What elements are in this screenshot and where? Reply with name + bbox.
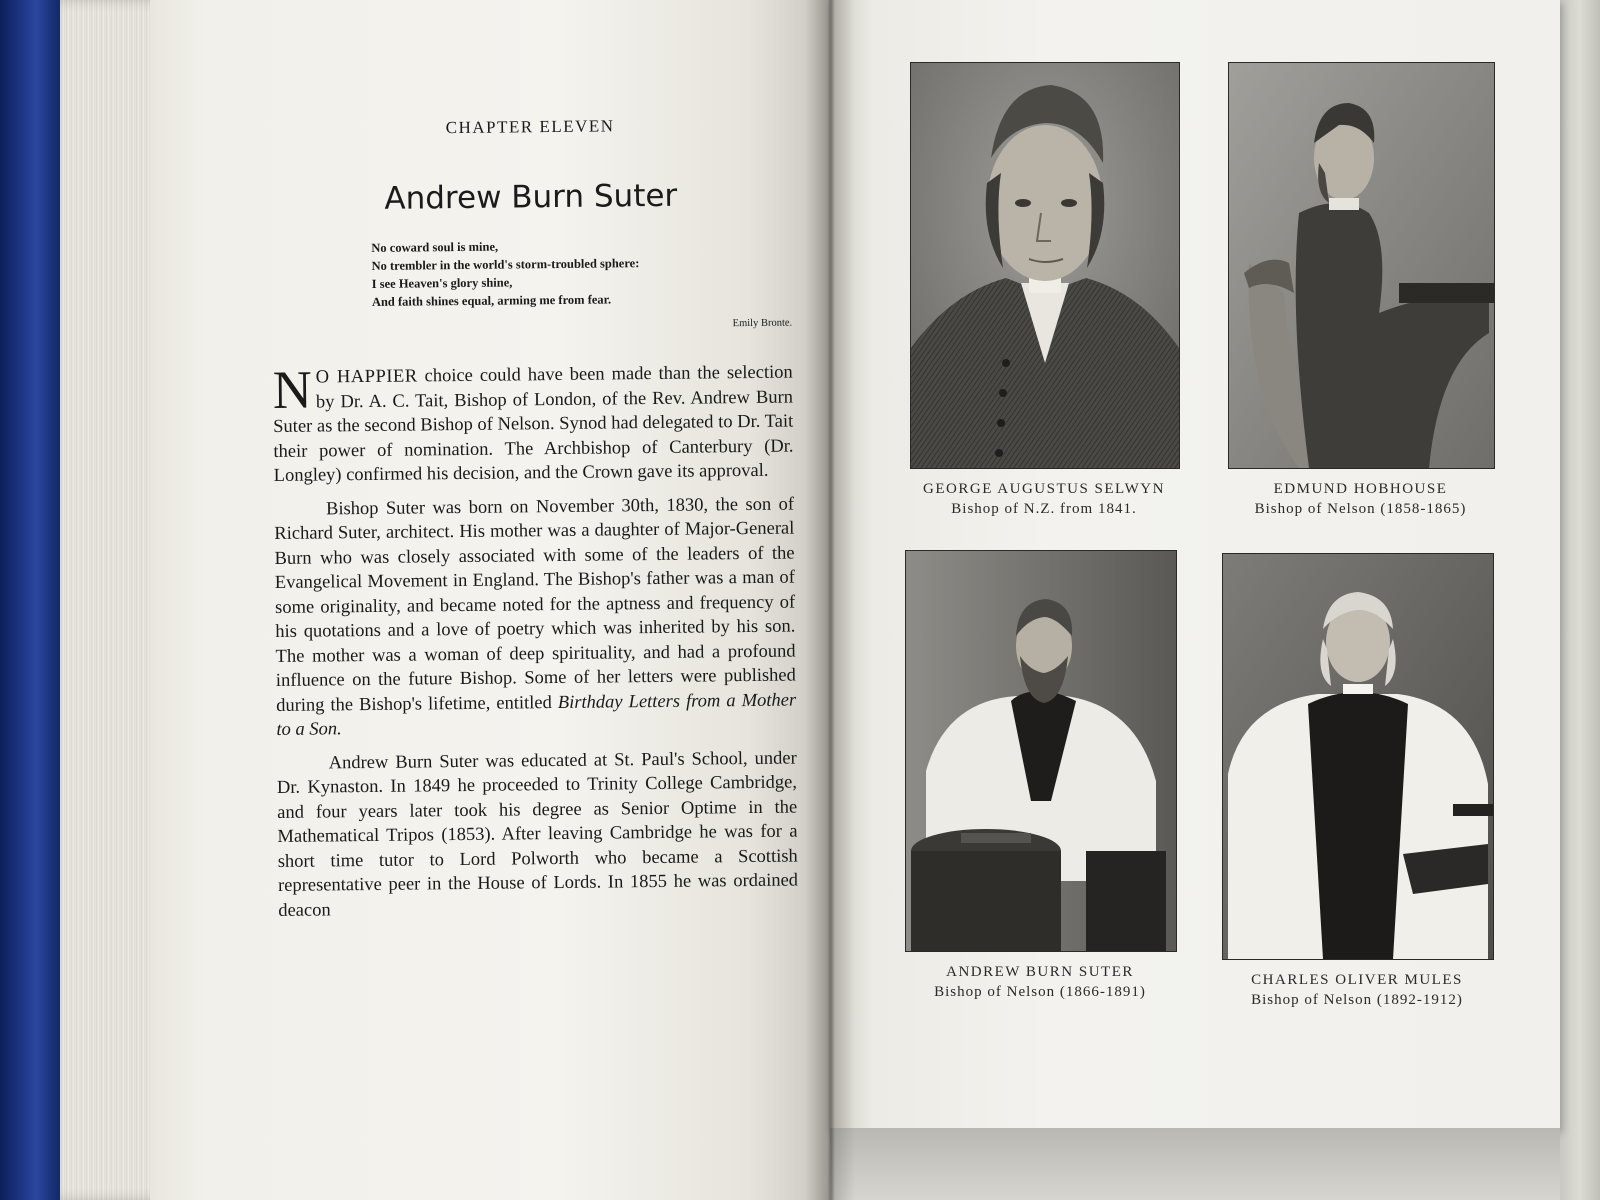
paragraph-text: choice could have been made than the selection by Dr. A. C. Tait, Bishop of London, of the Rev. Andrew Burn Suter as the second Bishop of Nelson. Synod had delegated to Dr. Tait their power of nomination. The Archbishop of Canterbury (Dr. Longley) confirmed his decision, and the Crown gave its approval. bbox=[273, 362, 794, 486]
portrait-hobhouse bbox=[1228, 62, 1495, 469]
caption-subtitle: Bishop of Nelson (1866-1891) bbox=[934, 984, 1146, 1000]
left-page-text bbox=[270, 115, 798, 932]
portrait-suter-image bbox=[906, 551, 1176, 951]
plate-mules bbox=[1222, 553, 1492, 1010]
caption-selwyn bbox=[910, 479, 1178, 519]
plate-selwyn bbox=[910, 62, 1178, 519]
drop-cap: N bbox=[272, 359, 313, 420]
portrait-mules bbox=[1222, 553, 1494, 960]
caption-subtitle: Bishop of Nelson (1858-1865) bbox=[1254, 501, 1467, 517]
body-text bbox=[273, 361, 799, 923]
book-cover-left bbox=[0, 0, 60, 1200]
epigraph-line: No coward soul is mine, bbox=[371, 239, 499, 255]
epigraph bbox=[371, 235, 792, 337]
epigraph-line: No trembler in the world's storm-troubled sphere: bbox=[371, 256, 640, 273]
portrait-mules-image bbox=[1223, 554, 1493, 959]
portrait-suter bbox=[905, 550, 1177, 952]
paragraph-text: Bishop Suter was born on November 30th, 1830, the son of Richard Suter, architect. His mother was a daughter of Major-General Burn who was closely associated with some of the leaders of the Evangelical Movement in England. The Bishop's father was a man of some originality, and became noted for the aptness and frequency of his quotations and a love of poetry which was inherited by his son. The mother was a woman of deep spirituality, and had a profound influence on the future Bishop. Some of her letters were published during the Bishop's lifetime, entitled bbox=[274, 494, 796, 716]
caption-name: ANDREW BURN SUTER bbox=[946, 964, 1134, 980]
book-gutter bbox=[805, 0, 855, 1200]
epigraph-line: And faith shines equal, arming me from fear. bbox=[371, 292, 612, 309]
caption-mules bbox=[1222, 970, 1492, 1010]
paragraph bbox=[273, 361, 794, 489]
epigraph-line: I see Heaven's glory shine, bbox=[371, 275, 513, 291]
paragraph-text: Andrew Burn Suter was educated at St. Paul's School, under Dr. Kynaston. In 1849 he proceeded to Trinity College Cambridge, and four years later took his degree as Senior Optime in the Mathematical Tripos (1853). After leaving Cambridge he was for a short time tutor to Lord Polworth who became a Scottish representative peer in the House of Lords. In 1855 he was ordained deacon bbox=[276, 748, 799, 921]
caption-subtitle: Bishop of Nelson (1892-1912) bbox=[1251, 992, 1463, 1008]
chapter-title: Andrew Burn Suter bbox=[384, 177, 678, 217]
portrait-hobhouse-image bbox=[1229, 63, 1494, 468]
caption-name: GEORGE AUGUSTUS SELWYN bbox=[923, 481, 1165, 497]
portrait-selwyn-image bbox=[911, 63, 1179, 468]
caption-hobhouse bbox=[1228, 479, 1493, 519]
plate-suter bbox=[905, 550, 1175, 1002]
lead-caps: O HAPPIER bbox=[315, 366, 418, 388]
paragraph bbox=[277, 746, 799, 923]
plate-hobhouse bbox=[1228, 62, 1493, 519]
chapter-label: CHAPTER ELEVEN bbox=[445, 116, 615, 138]
caption-suter bbox=[905, 962, 1175, 1002]
paragraph bbox=[274, 492, 797, 742]
epigraph-author: Emily Bronte. bbox=[732, 317, 793, 330]
table-surface bbox=[830, 1128, 1560, 1200]
caption-subtitle: Bishop of N.Z. from 1841. bbox=[951, 501, 1137, 517]
caption-name: CHARLES OLIVER MULES bbox=[1251, 972, 1463, 988]
book-cover-right bbox=[1560, 0, 1600, 1200]
portrait-selwyn bbox=[910, 62, 1180, 469]
caption-name: EDMUND HOBHOUSE bbox=[1273, 481, 1448, 497]
book-title-italic: Birthday Letters from a Mother to a Son. bbox=[276, 690, 797, 740]
